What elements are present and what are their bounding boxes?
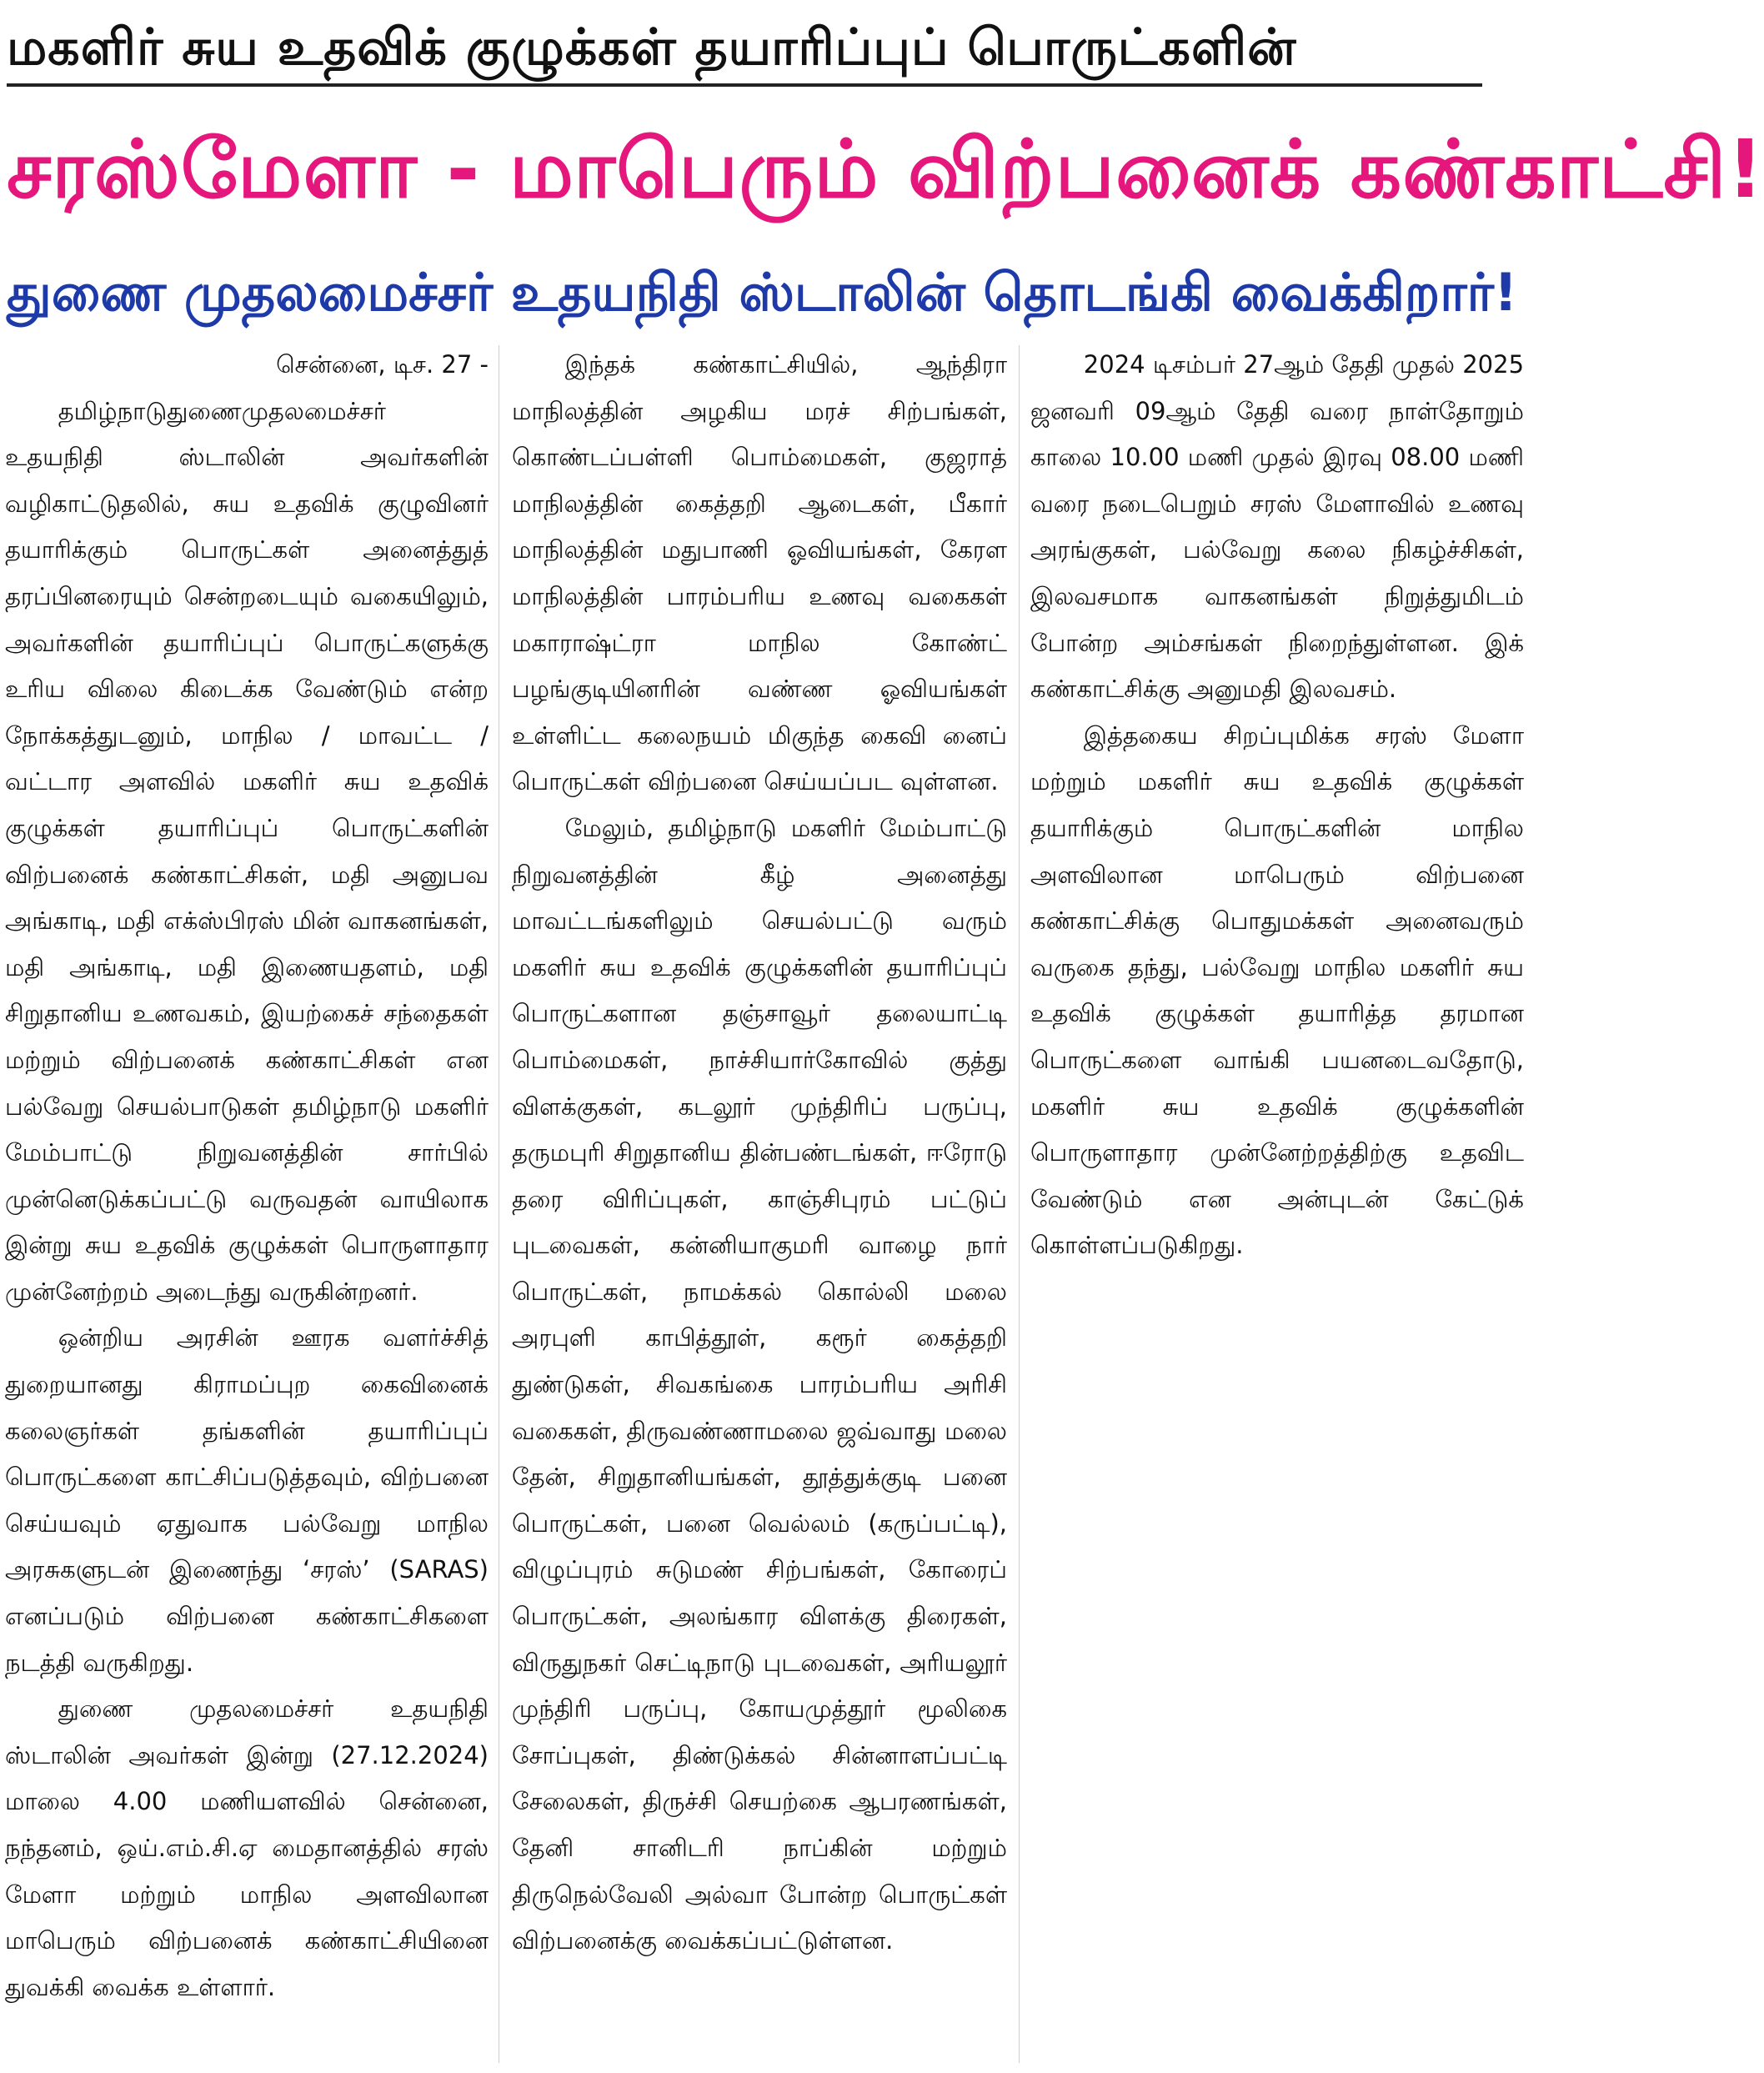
- column-rule: [1019, 345, 1020, 2063]
- dateline: சென்னை, டிச. 27 -: [276, 350, 489, 379]
- kicker-line: மகளிர் சுய உதவிக் குழுக்கள் தயாரிப்புப் பொருட்களின்: [7, 18, 1297, 77]
- paragraph-7: இத்தகைய சிறப்புமிக்க சரஸ் மேளா மற்றும் மகளிர் சுய உதவிக் குழுக்கள் தயாரிக்கும் பொருட்களின் மாநில அளவிலான மாபெரும் விற்பனை கண்காட்சிக்கு பொதுமக்கள் அனைவரும் வருகை தந்து, பல்வேறு மாநில மகளிர் சுய உதவிக் குழுக்கள் தயாரித்த தரமான பொருட்களை வாங்கி பயனடைவதோடு, மகளிர் சுய உதவிக் குழுக்களின் பொருளாதார முன்னேற்றத்திற்கு உதவிட வேண்டும் என அன்புடன் கேட்டுக் கொள்ளப்படுகிறது.: [1030, 720, 1524, 1260]
- headline: சரஸ்மேளா - மாபெரும் விற்பனைக் கண்காட்சி!: [7, 123, 1764, 216]
- article-column-2: [512, 342, 1007, 2068]
- article-column-3: [1030, 342, 1524, 2068]
- paragraph-6: 2024 டிசம்பர் 27ஆம் தேதி முதல் 2025 ஜனவரி 09ஆம் தேதி வரை நாள்தோறும் காலை 10.00 மணி முதல் இரவு 08.00 மணி வரை நடைபெறும் சரஸ் மேளாவில் உணவு அரங்குகள், பல்வேறு கலை நிகழ்ச்சிகள், இலவசமாக வாகனங்கள் நிறுத்துமிடம் போன்ற அம்சங்கள் நிறைந்துள்ளன. இக் கண்காட்சிக்கு அனுமதி இலவசம்.: [1030, 350, 1525, 704]
- paragraph-4: இந்தக் கண்காட்சியில், ஆந்திரா மாநிலத்தின் அழகிய மரச் சிற்பங்கள், கொண்டப்பள்ளி பொம்மைகள், குஜராத் மாநிலத்தின் கைத்தறி ஆடைகள், பீகார் மாநிலத்தின் மதுபாணி ஓவியங்கள், கேரள மாநிலத்தின் பாரம்பரிய உணவு வகைகள் மகாராஷ்ட்ரா மாநில கோண்ட் பழங்குடியினரின் வண்ண ஓவியங்கள் உள்ளிட்ட கலைநயம் மிகுந்த கைவி னைப் பொருட்கள் விற்பனை செய்யப்பட வுள்ளன.: [512, 350, 1007, 796]
- subheadline: துணை முதலமைச்சர் உதயநிதி ஸ்டாலின் தொடங்கி வைக்கிறார்!: [7, 262, 1518, 323]
- paragraph-2: ஒன்றிய அரசின் ஊரக வளர்ச்சித் துறையானது கிராமப்புற கைவினைக் கலைஞர்கள் தங்களின் தயாரிப்புப் பொருட்களை காட்சிப்படுத்தவும், விற்பனை செய்யவும் ஏதுவாக பல்வேறு மாநில அரசுகளுடன் இணைந்து ‘சரஸ்’ (SARAS) எனப்படும் விற்பனை கண்காட்சிகளை நடத்தி வருகிறது.: [5, 1323, 489, 1677]
- kicker-underline: [7, 83, 1482, 87]
- paragraph-5: மேலும், தமிழ்நாடு மகளிர் மேம்பாட்டு நிறுவனத்தின் கீழ் அனைத்து மாவட்டங்களிலும் செயல்பட்டு வரும் மகளிர் சுய உதவிக் குழுக்களின் தயாரிப்புப் பொருட்களான தஞ்சாவூர் தலையாட்டி பொம்மைகள், நாச்சியார்கோவில் குத்து விளக்குகள், கடலூர் முந்திரிப் பருப்பு, தருமபுரி சிறுதானிய தின்பண்டங்கள், ஈரோடு தரை விரிப்புகள், காஞ்சிபுரம் பட்டுப் புடவைகள், கன்னியாகுமரி வாழை நார் பொருட்கள், நாமக்கல் கொல்லி மலை அரபுளி காபித்தூள், கரூர் கைத்தறி துண்டுகள், சிவகங்கை பாரம்பரிய அரிசி வகைகள், திருவண்ணாமலை ஜவ்வாது மலை தேன், சிறுதானியங்கள், தூத்துக்குடி பனை பொருட்கள், பனை வெல்லம் (கருப்பட்டி), விழுப்புரம் சுடுமண் சிற்பங்கள், கோரைப் பொருட்கள், அலங்கார விளக்கு திரைகள், விருதுநகர் செட்டிநாடு புடவைகள், அரியலூர் முந்திரி பருப்பு, கோயமுத்தூர் மூலிகை சோப்புகள், திண்டுக்கல் சின்னாளப்பட்டி சேலைகள், திருச்சி செயற்கை ஆபரணங்கள், தேனி சானிடரி நாப்கின் மற்றும் திருநெல்வேலி அல்வா போன்ற பொருட்கள் விற்பனைக்கு வைக்கப்பட்டுள்ளன.: [512, 813, 1007, 1955]
- article-column-1: [5, 342, 489, 2068]
- paragraph-3: துணை முதலமைச்சர் உதயநிதி ஸ்டாலின் அவர்கள் இன்று (27.12.2024) மாலை 4.00 மணியளவில் சென்னை, நந்தனம், ஒய்.எம்.சி.ஏ மைதானத்தில் சரஸ் மேளா மற்றும் மாநில அளவிலான மாபெரும் விற்பனைக் கண்காட்சியினை துவக்கி வைக்க உள்ளார்.: [5, 1694, 489, 2001]
- paragraph-1: தமிழ்நாடுதுணைமுதலமைச்சர் உதயநிதி ஸ்டாலின் அவர்களின் வழிகாட்டுதலில், சுய உதவிக் குழுவினர் தயாரிக்கும் பொருட்கள் அனைத்துத் தரப்பினரையும் சென்றடையும் வகையிலும், அவர்களின் தயாரிப்புப் பொருட்களுக்கு உரிய விலை கிடைக்க வேண்டும் என்ற நோக்கத்துடனும், மாநில / மாவட்ட / வட்டார அளவில் மகளிர் சுய உதவிக் குழுக்கள் தயாரிப்புப் பொருட்களின் விற்பனைக் கண்காட்சிகள், மதி அனுபவ அங்காடி, மதி எக்ஸ்பிரஸ் மின் வாகனங்கள், மதி அங்காடி, மதி இணையதளம், மதி சிறுதானிய உணவகம், இயற்கைச் சந்தைகள் மற்றும் விற்பனைக் கண்காட்சிகள் என பல்வேறு செயல்பாடுகள் தமிழ்நாடு மகளிர் மேம்பாட்டு நிறுவனத்தின் சார்பில் முன்னெடுக்கப்பட்டு வருவதன் வாயிலாக இன்று சுய உதவிக் குழுக்கள் பொருளாதார முன்னேற்றம் அடைந்து வருகின்றனர்.: [5, 396, 489, 1306]
